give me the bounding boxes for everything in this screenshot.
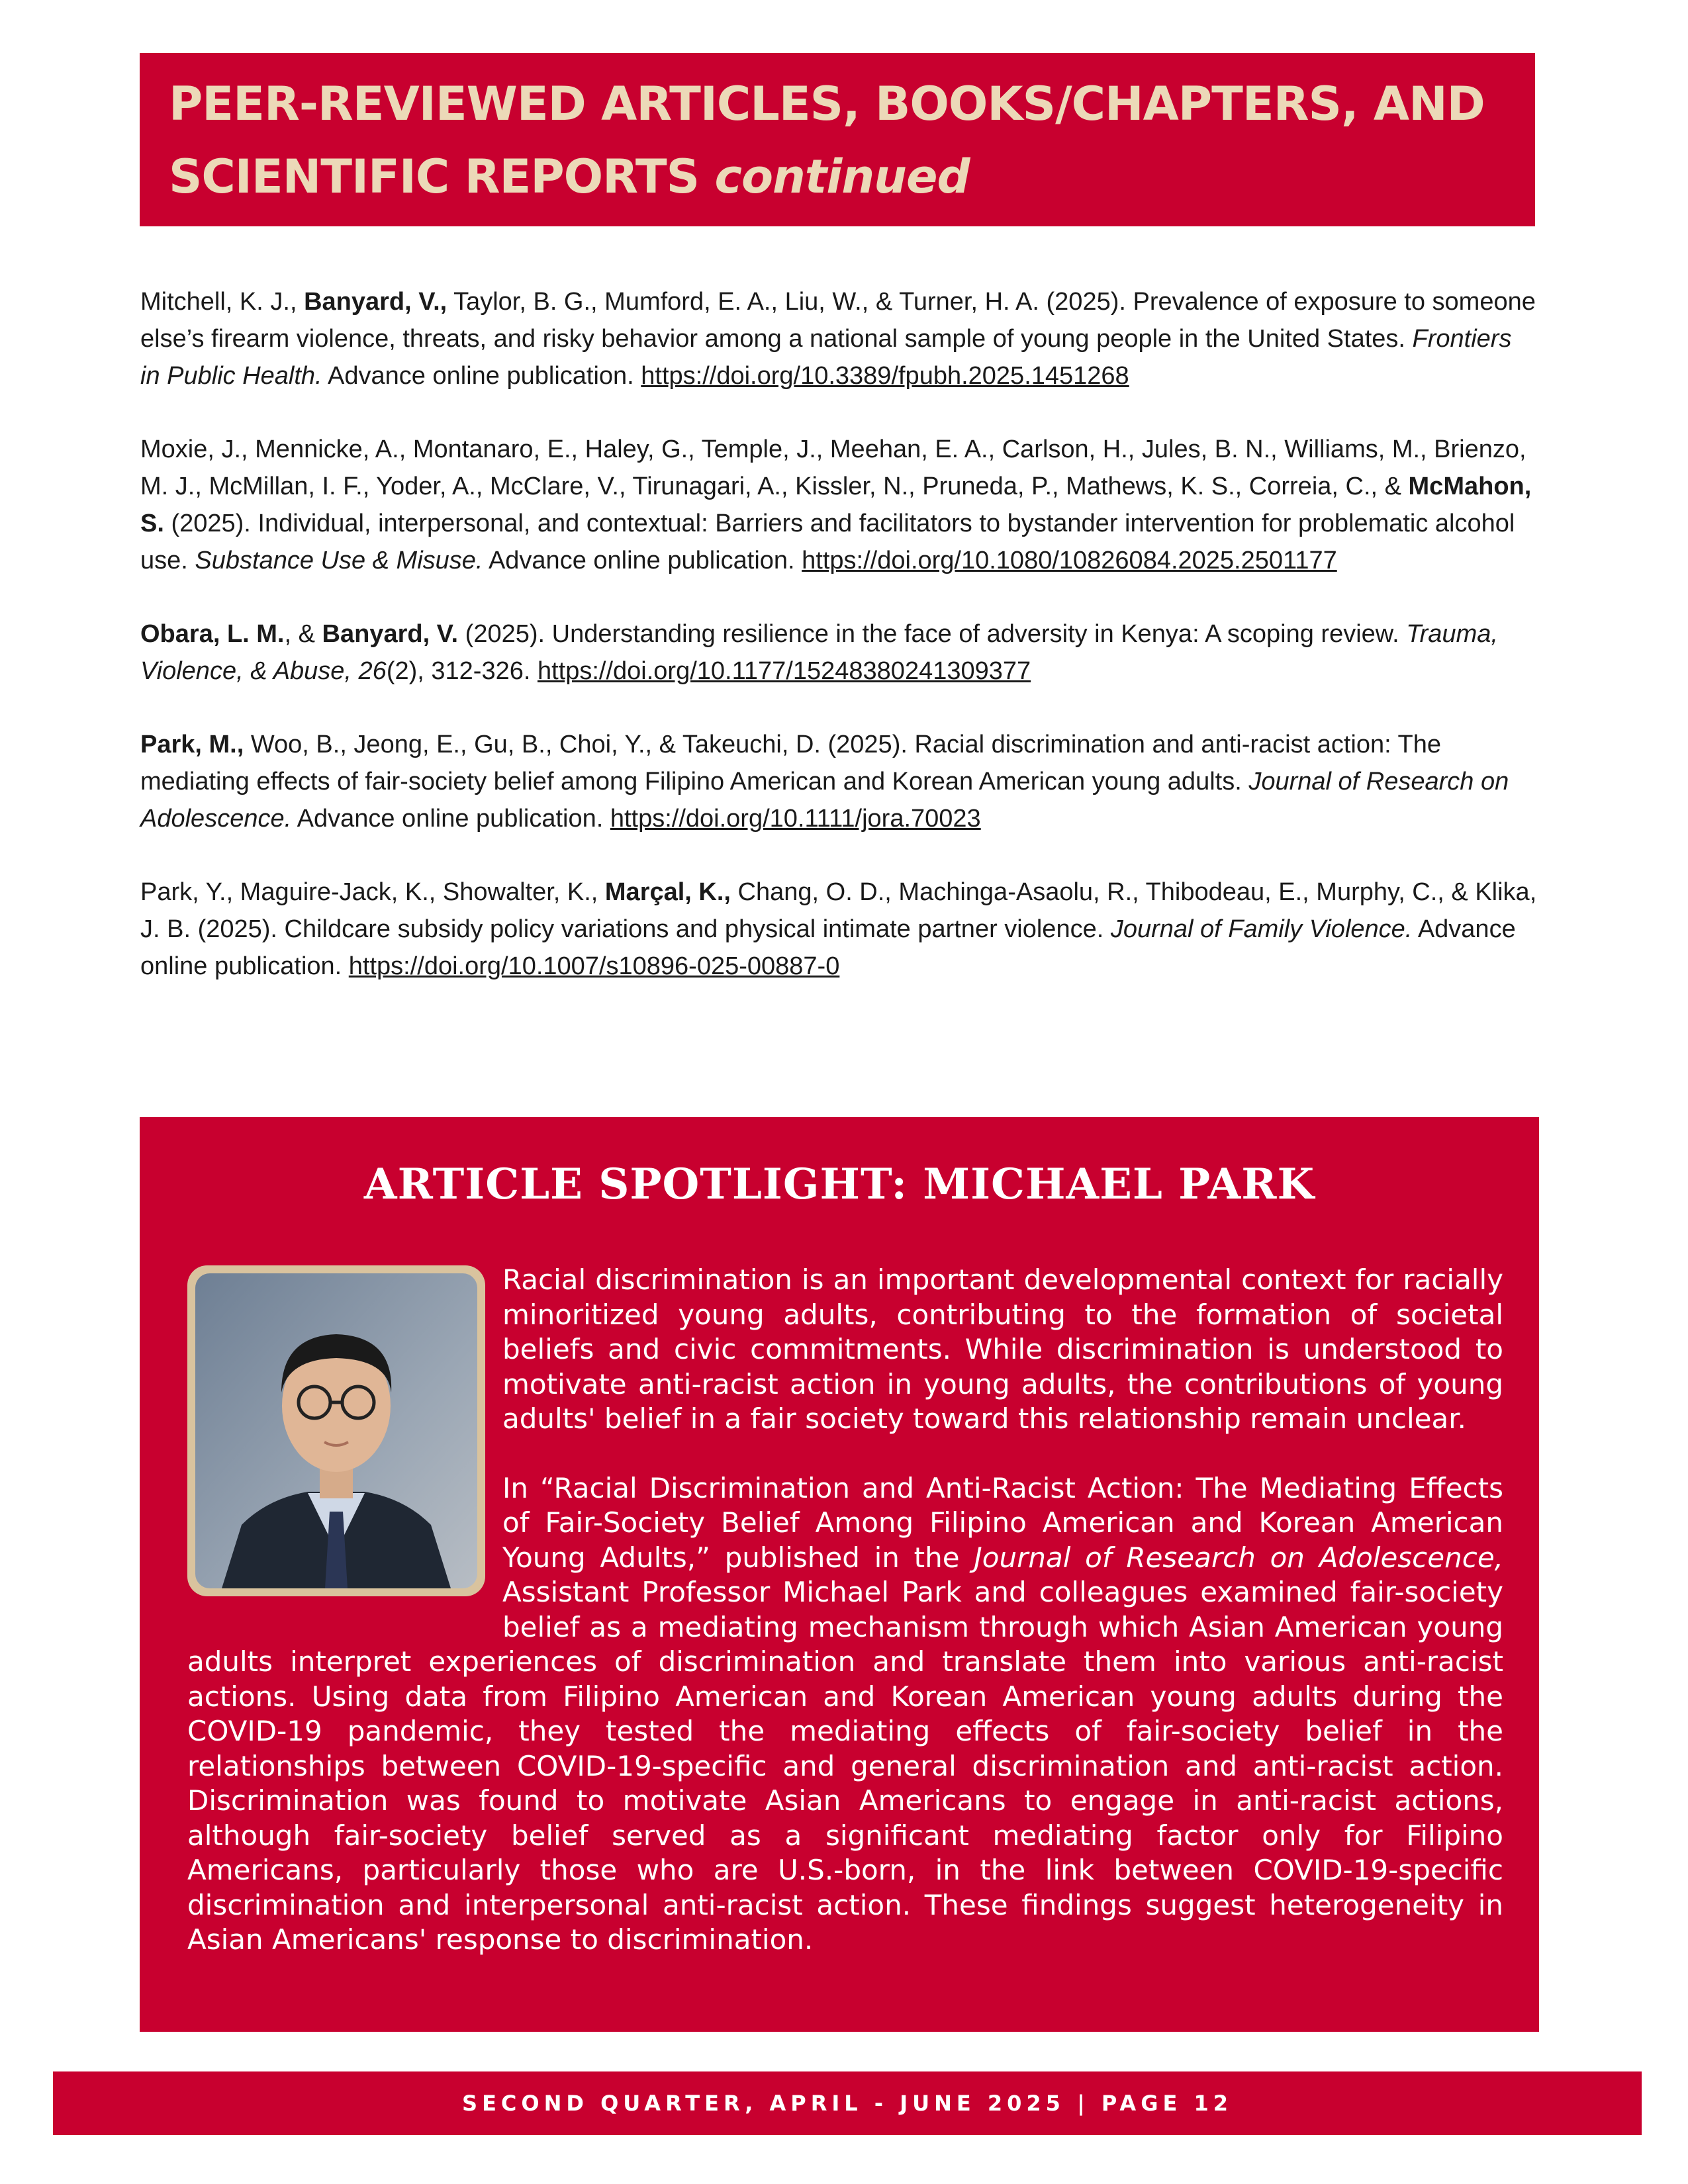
journal-name: Frontiers in Public Health. — [140, 325, 1512, 390]
reference-item: Mitchell, K. J., Banyard, V., Taylor, B. G., Mumford, E. A., Liu, W., & Turner, H. A. (2025). Prevalence of exposure to someone else’s firearm violence, threats, and risky behavior among a national sample of young people in the United States. Frontiers in Public Health. Advance online publication. https://doi.org/10.3389/fpubh.2025.1451268 — [140, 288, 1536, 390]
reference-item: Park, Y., Maguire-Jack, K., Showalter, K., Marçal, K., Chang, O. D., Machinga-Asaolu, R., Thibodeau, E., Murphy, C., & Klika, J. B. (2025). Childcare subsidy policy variations and physical intimate partner violence. Journal of Family Violence. Advance online publication. https://doi.org/10.1007/s10896-025-00887-0 — [140, 878, 1537, 980]
reference-item: Obara, L. M., & Banyard, V. (2025). Understanding resilience in the face of adversity in Kenya: A scoping review. Trauma, Violence, & Abuse, 26(2), 312-326. https://doi.org/10.1177/15248380241309377 — [140, 620, 1498, 685]
doi-link[interactable]: https://doi.org/10.1177/15248380241309377 — [537, 657, 1031, 685]
doi-link[interactable]: https://doi.org/10.1111/jora.70023 — [610, 805, 981, 833]
spotlight-body — [187, 1263, 1503, 1992]
reference-list — [140, 283, 1537, 1021]
reference-item: Moxie, J., Mennicke, A., Montanaro, E., Haley, G., Temple, J., Meehan, E. A., Carlson, H., Jules, B. N., Williams, M., Brienzo, M. J., McMillan, I. F., Yoder, A., McClare, V., Tirunagari, A., Kissler, N., Pruneda, P., Mathews, K. S., Correia, C., & McMahon, S. (2025). Individual, interpersonal, and contextual: Barriers and facilitators to bystander intervention for problematic alcohol use. Substance Use & Misuse. Advance online publication. https://doi.org/10.1080/10826084.2025.2501177 — [140, 435, 1532, 574]
highlighted-author: Obara, L. M. — [140, 620, 285, 648]
highlighted-author: Marçal, K., — [604, 878, 731, 906]
highlighted-author: Banyard, V., — [304, 288, 447, 316]
spotlight-title: ARTICLE SPOTLIGHT: MICHAEL PARK — [363, 1160, 1315, 1209]
section-header — [140, 53, 1535, 226]
reference-item: Park, M., Woo, B., Jeong, E., Gu, B., Choi, Y., & Takeuchi, D. (2025). Racial discrimination and anti-racist action: The mediating effects of fair-society belief among Filipino American and Korean American young adults. Journal of Research on Adolescence. Advance online publication. https://doi.org/10.1111/jora.70023 — [140, 731, 1509, 833]
page-footer: SECOND QUARTER, APRIL - JUNE 2025 | PAGE 12 — [53, 2071, 1642, 2135]
journal-name: Journal of Research on Adolescence. — [140, 768, 1509, 833]
highlighted-author: McMahon, S. — [140, 473, 1532, 537]
doi-link[interactable]: https://doi.org/10.1080/10826084.2025.2501177 — [802, 547, 1337, 574]
article-spotlight — [140, 1117, 1539, 2032]
section-title-suffix: continued — [714, 150, 970, 204]
journal-name: Journal of Research on Adolescence, — [974, 1541, 1504, 1574]
doi-link[interactable]: https://doi.org/10.3389/fpubh.2025.1451268 — [641, 362, 1129, 390]
spotlight-paragraph: Racial discrimination is an important developmental context for racially minoritized young adults, contributing to the formation of societal beliefs and civic commitments. While discrimination is understood to motivate anti-racist action in young adults, the contributions of young adults' belief in a fair society toward this relationship remain unclear. — [502, 1263, 1503, 1435]
journal-name: Trauma, Violence, & Abuse, 26 — [140, 620, 1498, 685]
highlighted-author: Park, M., — [140, 731, 244, 758]
spotlight-paragraph: In “Racial Discrimination and Anti-Racist Action: The Mediating Effects of Fair-Society Belief Among Filipino American and Korean American Young Adults,” published in the Journal of Research on Adolescence, Assistant Professor Michael Park and colleagues examined fair-society belief as a mediating mechanism through which Asian American young adults interpret experiences of discrimination and translate them into various anti-racist actions. Using data from Filipino American and Korean American young adults during the COVID-19 pandemic, they tested the mediating effects of fair-society belief in the relationships between COVID-19-specific and general discrimination and anti-racist action. Discrimination was found to motivate Asian Americans to engage in anti-racist actions, although fair-society belief served as a significant mediating factor only for Filipino Americans, particularly those who are U.S.-born, in the link between COVID-19-specific discrimination and interpersonal anti-racist action. These findings suggest heterogeneity in Asian Americans' response to discrimination. — [187, 1471, 1504, 1956]
doi-link[interactable]: https://doi.org/10.1007/s10896-025-00887-0 — [348, 952, 840, 980]
journal-name: Journal of Family Violence. — [1110, 915, 1413, 943]
journal-name: Substance Use & Misuse. — [195, 547, 483, 574]
highlighted-author: Banyard, V. — [322, 620, 459, 648]
section-title: PEER-REVIEWED ARTICLES, BOOKS/CHAPTERS, AND SCIENTIFIC REPORTS continued — [169, 77, 1485, 204]
